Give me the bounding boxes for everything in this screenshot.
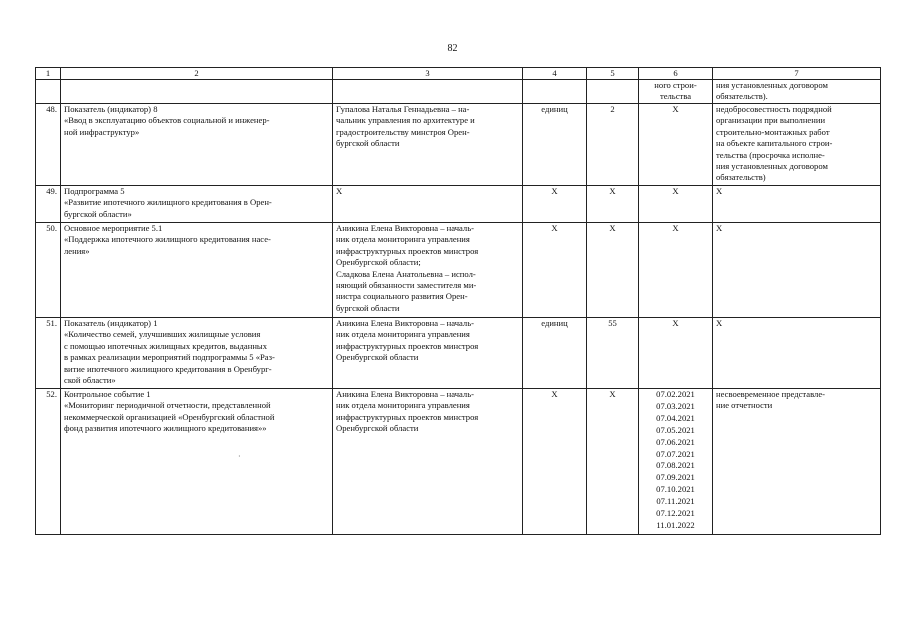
- row-responsible: Аникина Елена Викторовна – началь- ник отдела мониторинга управления инфраструктурных проектов минстроя Оренбургской области: [333, 389, 523, 535]
- row-deadline: X: [639, 318, 713, 389]
- row-number: 49.: [36, 186, 61, 223]
- header-col-2: 2: [61, 68, 333, 80]
- row-description: Показатель (индикатор) 8 «Ввод в эксплуатацию объектов социальной и инженер- ной инфраструктур»: [61, 104, 333, 186]
- continuation-row: [36, 80, 881, 104]
- header-col-5: 5: [587, 68, 639, 80]
- row-responsible: Гупалова Наталья Геннадьевна – на- чальник управления по архитектуре и градостроительству минстроя Орен- бургской области: [333, 104, 523, 186]
- row-unit: X: [523, 186, 587, 223]
- header-col-3: 3: [333, 68, 523, 80]
- continuation-col6: ного строи- тельства: [639, 80, 713, 104]
- scan-speck: ·: [238, 452, 241, 461]
- table-row: [36, 318, 881, 389]
- date-item: 07.08.2021: [656, 460, 695, 471]
- row-unit: X: [523, 223, 587, 318]
- row-description: Основное мероприятие 5.1 «Поддержка ипотечного жилищного кредитования насе- ления»: [61, 223, 333, 318]
- row-deadline: X: [639, 223, 713, 318]
- column-number-header-row: [36, 68, 881, 80]
- date-item: 07.03.2021: [656, 400, 695, 411]
- date-item: 07.09.2021: [656, 472, 695, 483]
- row-number: 52.: [36, 389, 61, 535]
- date-item: 07.05.2021: [656, 424, 695, 435]
- date-item: 07.11.2021: [656, 496, 695, 507]
- table-row: [36, 389, 881, 535]
- row-description: Показатель (индикатор) 1 «Количество семей, улучшивших жилищные условия с помощью ипотечных жилищных кредитов, выданных в рамках реализации мероприятий подпрограммы 5 «Раз- витие ипотечного жилищного кредитования в Оренбург- ской области»: [61, 318, 333, 389]
- header-col-7: 7: [713, 68, 881, 80]
- header-col-6: 6: [639, 68, 713, 80]
- header-col-4: 4: [523, 68, 587, 80]
- row-value: 55: [587, 318, 639, 389]
- date-item: 07.02.2021: [656, 389, 695, 399]
- row-responsible: Аникина Елена Викторовна – началь- ник отдела мониторинга управления инфраструктурных проектов минстроя Оренбургской области; Сладкова Елена Анатольевна – испол- няющий обязанности заместителя ми- нистра социального развития Орен- бургской области: [333, 223, 523, 318]
- row-value: X: [587, 223, 639, 318]
- row-responsible: X: [333, 186, 523, 223]
- page-number: 82: [447, 43, 458, 54]
- header-col-1: 1: [36, 68, 61, 80]
- table-row: [36, 223, 881, 318]
- continuation-col7: ния установленных договором обязательств).: [713, 80, 881, 104]
- row-responsible: Аникина Елена Викторовна – началь- ник отдела мониторинга управления инфраструктурных проектов минстроя Оренбургской области: [333, 318, 523, 389]
- row-risks: X: [713, 318, 881, 389]
- row-value: X: [587, 389, 639, 535]
- row-risks: X: [713, 186, 881, 223]
- row-description: Подпрограмма 5 «Развитие ипотечного жилищного кредитования в Орен- бургской области»: [61, 186, 333, 223]
- row-number: 50.: [36, 223, 61, 318]
- row-unit: единиц: [523, 104, 587, 186]
- table-row: [36, 186, 881, 223]
- row-deadline: X: [639, 186, 713, 223]
- date-item: 11.01.2022: [656, 519, 695, 530]
- date-item: 07.07.2021: [656, 448, 695, 459]
- table-row: [36, 104, 881, 186]
- date-item: 07.10.2021: [656, 484, 695, 495]
- document-table: [35, 67, 881, 535]
- row-deadline: X: [639, 104, 713, 186]
- row-risks: недобросовестность подрядной организации при выполнении строительно-монтажных работ на объекте капитального строи- тельства (просрочка исполне- ния установленных договором обязательств): [713, 104, 881, 186]
- row-deadline-dates: [639, 389, 713, 535]
- row-description: Контрольное событие 1 «Мониторинг периодичной отчетности, представленной некоммерческой организацией «Оренбургский областной фонд развития ипотечного жилищного кредитования»»: [61, 389, 333, 535]
- row-number: 48.: [36, 104, 61, 186]
- row-risks: X: [713, 223, 881, 318]
- row-value: 2: [587, 104, 639, 186]
- date-item: 07.12.2021: [656, 508, 695, 519]
- date-item: 07.06.2021: [656, 436, 695, 447]
- row-risks: несвоевременное представле- ние отчетности: [713, 389, 881, 535]
- row-unit: X: [523, 389, 587, 535]
- row-value: X: [587, 186, 639, 223]
- row-unit: единиц: [523, 318, 587, 389]
- date-item: 07.04.2021: [656, 412, 695, 423]
- row-number: 51.: [36, 318, 61, 389]
